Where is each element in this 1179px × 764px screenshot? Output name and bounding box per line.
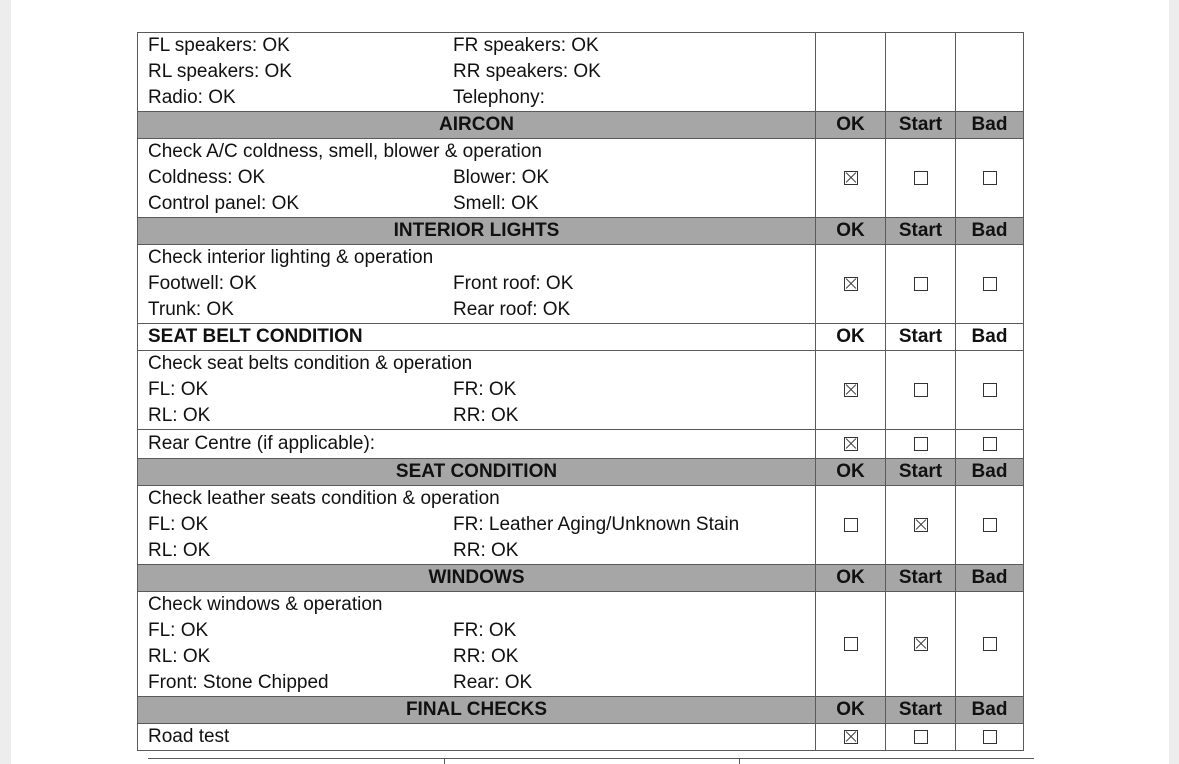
col-start: Start (886, 565, 956, 592)
col-start: Start (886, 697, 956, 724)
seat-condition-check: Check leather seats condition & operation (148, 488, 500, 509)
col-start: Start (886, 324, 956, 351)
col-ok: OK (816, 565, 886, 592)
seat-condition-ok-checkbox[interactable] (844, 518, 858, 532)
rear-centre-bad-checkbox[interactable] (983, 437, 997, 451)
smell: Smell: OK (453, 193, 539, 214)
seat-belt-check: Check seat belts condition & operation (148, 353, 473, 374)
seat-condition-header (138, 459, 1024, 486)
section-title: WINDOWS (138, 565, 816, 592)
col-bad: Bad (956, 324, 1024, 351)
rear-centre-ok-checkbox[interactable] (844, 437, 858, 451)
seat-condition-start-checkbox[interactable] (914, 518, 928, 532)
radio: Radio: OK (148, 87, 236, 108)
belt-fr: FR: OK (453, 379, 517, 400)
trunk: Trunk: OK (148, 299, 234, 320)
window-rear: Rear: OK (453, 672, 533, 693)
road-test-row (138, 724, 1024, 751)
seat-belt-header (138, 324, 1024, 351)
rear-centre-row (138, 430, 1024, 459)
col-bad: Bad (956, 459, 1024, 486)
col-bad: Bad (956, 697, 1024, 724)
windows-ok-checkbox[interactable] (844, 637, 858, 651)
windows-check: Check windows & operation (148, 594, 383, 615)
col-ok: OK (816, 697, 886, 724)
seat-belt-start-checkbox[interactable] (914, 383, 928, 397)
seat-fr: FR: Leather Aging/Unknown Stain (453, 514, 740, 535)
telephony: Telephony: (453, 87, 545, 108)
coldness: Coldness: OK (148, 167, 266, 188)
audio-start-cell (886, 33, 956, 112)
seat-belt-bad-checkbox[interactable] (983, 383, 997, 397)
col-ok: OK (816, 112, 886, 139)
window-front: Front: Stone Chipped (148, 672, 329, 693)
col-start: Start (886, 112, 956, 139)
seat-belt-row (138, 351, 1024, 430)
seat-condition-row (138, 486, 1024, 565)
section-title: AIRCON (138, 112, 816, 139)
windows-header (138, 565, 1024, 592)
road-test-start-checkbox[interactable] (914, 730, 928, 744)
window-rr: RR: OK (453, 646, 519, 667)
road-test-bad-checkbox[interactable] (983, 730, 997, 744)
seat-rl: RL: OK (148, 540, 211, 561)
aircon-header (138, 112, 1024, 139)
belt-fl: FL: OK (148, 379, 209, 400)
next-table-top-border (148, 758, 1034, 759)
blower: Blower: OK (453, 167, 550, 188)
rr-speakers: RR speakers: OK (453, 61, 601, 82)
seat-fl: FL: OK (148, 514, 209, 535)
col-bad: Bad (956, 112, 1024, 139)
final-checks-header (138, 697, 1024, 724)
aircon-row (138, 139, 1024, 218)
windows-bad-checkbox[interactable] (983, 637, 997, 651)
interior-lights-ok-checkbox[interactable] (844, 277, 858, 291)
belt-rr: RR: OK (453, 405, 519, 426)
aircon-check: Check A/C coldness, smell, blower & operation (148, 141, 542, 162)
fl-speakers: FL speakers: OK (148, 35, 290, 56)
fr-speakers: FR speakers: OK (453, 35, 599, 56)
interior-lights-row (138, 245, 1024, 324)
audio-section-row (138, 33, 1024, 112)
aircon-start-checkbox[interactable] (914, 171, 928, 185)
section-title: INTERIOR LIGHTS (138, 218, 816, 245)
section-title: SEAT CONDITION (138, 459, 816, 486)
front-roof: Front roof: OK (453, 273, 574, 294)
col-start: Start (886, 218, 956, 245)
audio-ok-cell (816, 33, 886, 112)
interior-lights-check: Check interior lighting & operation (148, 247, 434, 268)
col-ok: OK (816, 324, 886, 351)
seat-belt-ok-checkbox[interactable] (844, 383, 858, 397)
rear-roof: Rear roof: OK (453, 299, 571, 320)
interior-lights-bad-checkbox[interactable] (983, 277, 997, 291)
windows-row (138, 592, 1024, 697)
audio-bad-cell (956, 33, 1024, 112)
aircon-ok-checkbox[interactable] (844, 171, 858, 185)
section-title: FINAL CHECKS (138, 697, 816, 724)
col-bad: Bad (956, 565, 1024, 592)
rear-centre-label: Rear Centre (if applicable): (138, 430, 816, 459)
control-panel: Control panel: OK (148, 193, 300, 214)
col-ok: OK (816, 218, 886, 245)
next-table-divider (739, 758, 740, 764)
rl-speakers: RL speakers: OK (148, 61, 292, 82)
interior-lights-start-checkbox[interactable] (914, 277, 928, 291)
col-bad: Bad (956, 218, 1024, 245)
belt-rl: RL: OK (148, 405, 211, 426)
inspection-checklist-table (137, 32, 1024, 751)
window-fr: FR: OK (453, 620, 517, 641)
window-fl: FL: OK (148, 620, 209, 641)
next-table-divider (444, 758, 445, 764)
road-test-label: Road test (138, 724, 816, 751)
footwell: Footwell: OK (148, 273, 257, 294)
col-start: Start (886, 459, 956, 486)
windows-start-checkbox[interactable] (914, 637, 928, 651)
road-test-ok-checkbox[interactable] (844, 730, 858, 744)
section-title: SEAT BELT CONDITION (138, 324, 816, 351)
aircon-bad-checkbox[interactable] (983, 171, 997, 185)
seat-condition-bad-checkbox[interactable] (983, 518, 997, 532)
col-ok: OK (816, 459, 886, 486)
rear-centre-start-checkbox[interactable] (914, 437, 928, 451)
interior-lights-header (138, 218, 1024, 245)
window-rl: RL: OK (148, 646, 211, 667)
seat-rr: RR: OK (453, 540, 519, 561)
